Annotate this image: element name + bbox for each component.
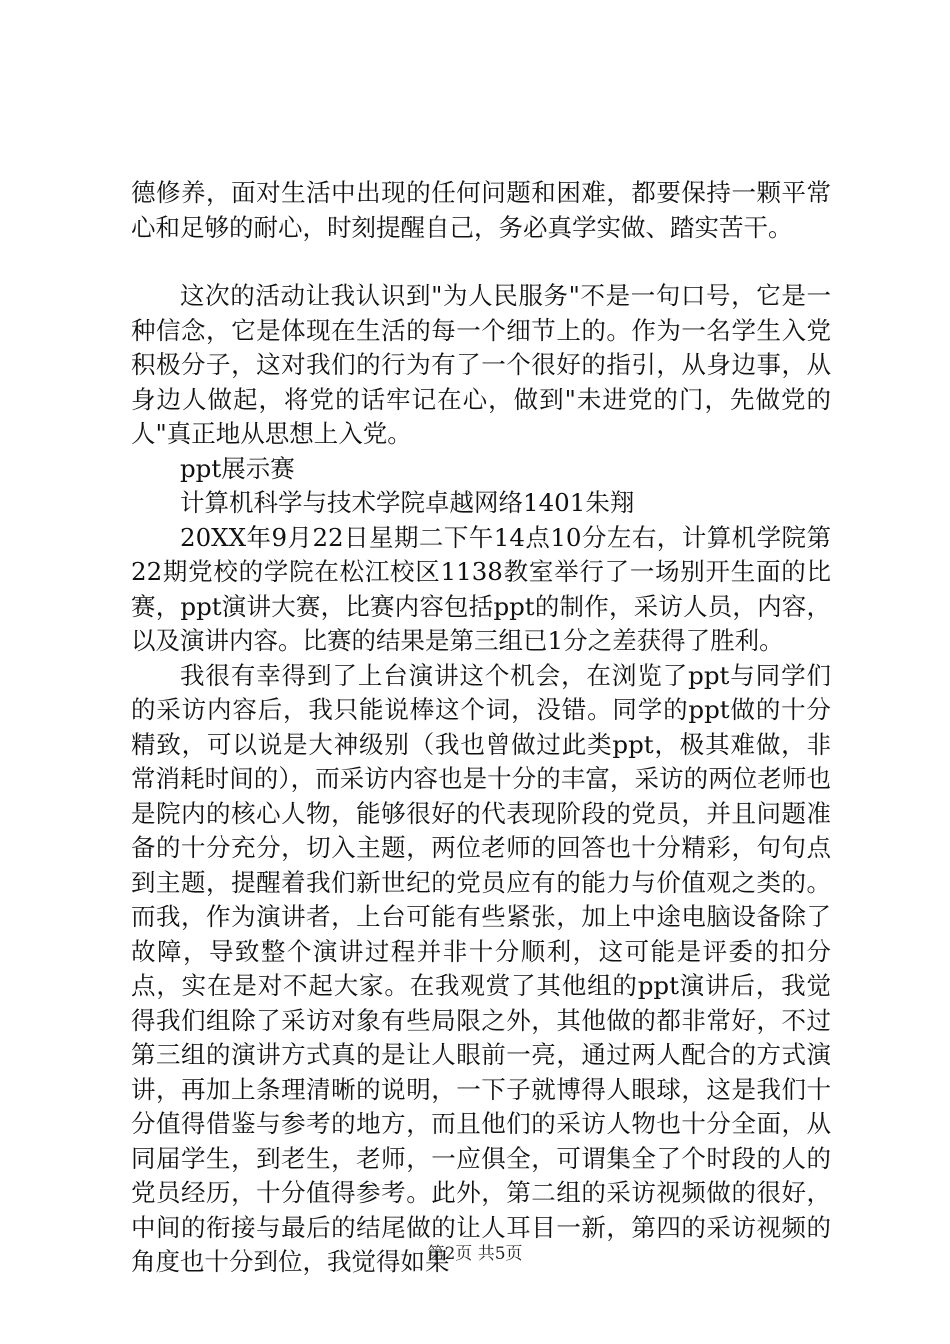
document-body — [131, 176, 831, 1280]
page-number-footer: 第2页 共5页 — [427, 1244, 523, 1264]
paragraph-speech: 我很有幸得到了上台演讲这个机会，在浏览了ppt与同学们的采访内容后，我只能说棒这个词，没错。同学的ppt做的十分精致，可以说是大神级别（我也曾做过此类ppt，极其难做，非常消耗时间的），而采访内容也是十分的丰富，采访的两位老师也是院内的核心人物，能够很好的代表现阶段的党员，并且问题准备的十分充分，切入主题，两位老师的回答也十分精彩，句句点到主题，提醒着我们新世纪的党员应有的能力与价值观之类的。而我，作为演讲者，上台可能有些紧张，加上中途电脑设备除了故障，导致整个演讲过程并非十分顺利，这可能是评委的扣分点，实在是对不起大家。在我观赏了其他组的ppt演讲后，我觉得我们组除了采访对象有些局限之外，其他做的都非常好，不过第三组的演讲方式真的是让人眼前一亮，通过两人配合的方式演讲，再加上条理清晰的说明，一下子就博得人眼球，这是我们十分值得借鉴与参考的地方，而且他们的采访人物也十分全面，从同届学生，到老生，老师，一应俱全，可谓集全了个时段的人的党员经历，十分值得参考。此外，第二组的采访视频做的很好，中间的衔接与最后的结尾做的让人耳目一新，第四的采访视频的角度也十分到位，我觉得如果 — [131, 660, 831, 1276]
paragraph-reflection: 这次的活动让我认识到"为人民服务"不是一句口号，它是一种信念，它是体现在生活的每一个细节上的。作为一名学生入党积极分子，这对我们的行为有了一个很好的指引，从身边事，从身边人做起，将党的话牢记在心，做到"未进党的门，先做党的人"真正地从思想上入党。 — [131, 281, 831, 448]
paragraph-continuation: 德修养，面对生活中出现的任何问题和困难，都要保持一颗平常心和足够的耐心，时刻提醒自己，务必真学实做、踏实苦干。 — [131, 178, 831, 242]
paragraph-event: 20XX年9月22日星期二下午14点10分左右，计算机学院第22期党校的学院在松江校区1138教室举行了一场别开生面的比赛，ppt演讲大赛，比赛内容包括ppt的制作，采访人员，内容，以及演讲内容。比赛的结果是第三组已1分之差获得了胜利。 — [131, 522, 831, 655]
author-line: 计算机科学与技术学院卓越网络1401朱翔 — [180, 488, 635, 517]
section-title: ppt展示赛 — [180, 453, 295, 483]
